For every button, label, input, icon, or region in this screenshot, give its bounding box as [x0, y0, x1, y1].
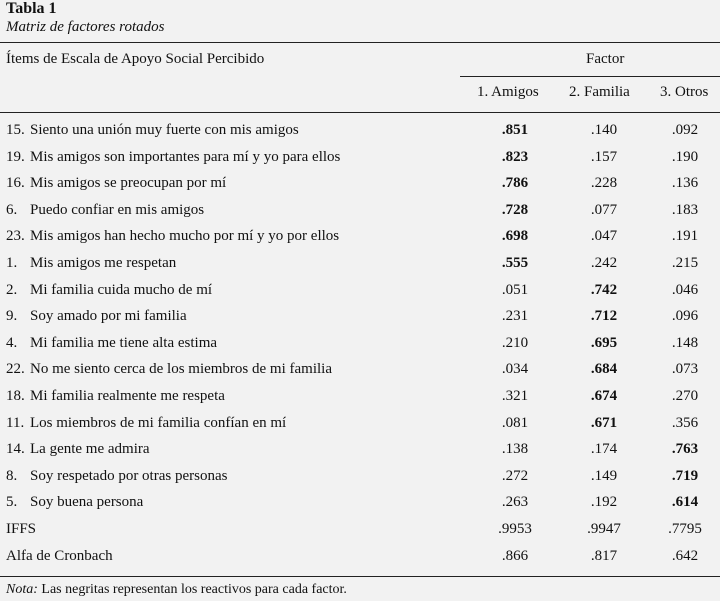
factor-loading-3: .190 — [671, 148, 699, 165]
factor-loading-1: .698 — [501, 228, 529, 245]
item-number: 6. — [6, 201, 18, 218]
factor-loading-3: .270 — [671, 388, 699, 404]
item-number: 22. — [6, 361, 25, 378]
summary-row — [0, 544, 720, 570]
item-text: Mis amigos han hecho mucho por mí y yo por ellos — [30, 228, 340, 245]
factor-loading-2: .671 — [590, 414, 618, 431]
factor-loading-3: .183 — [671, 201, 699, 218]
factor-loading-2: .149 — [590, 467, 618, 484]
summary-value-3: .7795 — [668, 521, 702, 537]
item-text: Mi familia cuida mucho de mí — [30, 281, 213, 298]
item-text: Mis amigos me respetan — [30, 255, 177, 271]
item-number: 5. — [6, 494, 18, 511]
factor-rule — [460, 76, 720, 77]
table-row — [0, 278, 720, 304]
item-text: Siento una unión muy fuerte con mis amigos — [30, 122, 299, 138]
header-factor-label: Factor — [586, 51, 625, 67]
item-number: 18. — [6, 388, 25, 404]
note-label: Nota: — [6, 582, 38, 597]
item-text: Los miembros de mi familia confían en mí — [30, 414, 287, 431]
factor-loading-3: .092 — [671, 122, 699, 138]
factor-loading-1: .231 — [501, 308, 529, 325]
item-text: Soy amado por mi familia — [30, 308, 187, 325]
factor-loading-2: .140 — [590, 122, 618, 138]
item-text: Soy respetado por otras personas — [30, 467, 228, 484]
factor-loading-1: .823 — [501, 148, 529, 165]
factor-loading-2: .192 — [590, 494, 618, 511]
note-text: Las negritas representan los reactivos para cada factor. — [37, 582, 347, 597]
table-row — [0, 464, 720, 490]
factor-loading-1: .263 — [501, 494, 529, 511]
factor-loading-1: .081 — [501, 414, 529, 431]
table-row — [0, 437, 720, 463]
table-row — [0, 224, 720, 250]
summary-value-1: .9953 — [498, 521, 532, 537]
item-number: 23. — [6, 228, 25, 245]
factor-loading-3: .073 — [671, 361, 699, 378]
factor-loading-2: .047 — [590, 228, 618, 245]
item-number: 15. — [6, 122, 25, 138]
factor-loading-3: .719 — [671, 467, 699, 484]
item-number: 8. — [6, 467, 18, 484]
item-text: No me siento cerca de los miembros de mi familia — [30, 361, 332, 378]
table-row — [0, 118, 720, 144]
table-row — [0, 198, 720, 224]
item-text: Mis amigos se preocupan por mí — [30, 175, 227, 192]
item-number: 4. — [6, 334, 18, 351]
top-rule — [0, 42, 720, 43]
factor-loading-3: .356 — [671, 414, 699, 431]
item-number: 14. — [6, 441, 25, 458]
column-header-3: 3. Otros — [660, 84, 709, 100]
factor-loading-2: .695 — [590, 334, 618, 351]
table-row — [0, 171, 720, 197]
factor-loading-3: .136 — [671, 175, 699, 192]
table-row — [0, 384, 720, 410]
factor-loading-2: .742 — [590, 281, 618, 298]
item-text: Mis amigos son importantes para mí y yo para ellos — [30, 148, 341, 165]
factor-loading-1: .851 — [501, 122, 529, 138]
factor-loading-1: .321 — [501, 388, 529, 404]
item-number: 9. — [6, 308, 18, 325]
factor-loading-2: .077 — [590, 201, 618, 218]
item-number: 16. — [6, 175, 25, 192]
factor-loading-3: .215 — [671, 255, 699, 271]
factor-loading-1: .051 — [501, 281, 529, 298]
summary-value-1: .866 — [501, 547, 529, 564]
table-row — [0, 357, 720, 383]
factor-loading-3: .191 — [671, 228, 699, 245]
factor-loading-2: .712 — [590, 308, 618, 325]
factor-loading-1: .728 — [501, 201, 529, 218]
table-row — [0, 490, 720, 516]
factor-loading-1: .034 — [501, 361, 529, 378]
bottom-rule — [0, 576, 720, 577]
summary-value-2: .817 — [590, 547, 618, 564]
summary-value-3: .642 — [671, 547, 699, 564]
item-number: 19. — [6, 148, 25, 165]
item-text: La gente me admira — [30, 441, 150, 458]
factor-loading-2: .157 — [590, 148, 618, 165]
factor-loading-2: .242 — [590, 255, 618, 271]
factor-loading-1: .138 — [501, 441, 529, 458]
column-header-2: 2. Familia — [569, 84, 630, 100]
item-number: 2. — [6, 281, 18, 298]
factor-loading-3: .046 — [671, 281, 699, 298]
item-text: Mi familia me tiene alta estima — [30, 334, 218, 351]
table-subtitle: Matriz de factores rotados — [6, 19, 165, 35]
item-number: 1. — [6, 255, 18, 271]
item-text: Mi familia realmente me respeta — [30, 388, 225, 404]
table-row — [0, 304, 720, 330]
summary-row — [0, 517, 720, 543]
item-number: 11. — [6, 414, 25, 431]
factor-loading-2: .228 — [590, 175, 618, 192]
factor-loading-2: .684 — [590, 361, 618, 378]
factor-loading-1: .555 — [501, 255, 529, 271]
factor-loading-3: .148 — [671, 334, 699, 351]
table-title: Tabla 1 — [6, 0, 57, 17]
factor-loading-1: .272 — [501, 467, 529, 484]
factor-loading-1: .786 — [501, 175, 529, 192]
summary-value-2: .9947 — [587, 521, 621, 537]
factor-loading-3: .096 — [671, 308, 699, 325]
item-text: Soy buena persona — [30, 494, 144, 511]
factor-loading-1: .210 — [501, 334, 529, 351]
summary-label: Alfa de Cronbach — [6, 547, 113, 564]
header-rule — [0, 112, 720, 113]
header-items-label: Ítems de Escala de Apoyo Social Percibido — [6, 51, 265, 67]
item-text: Puedo confiar en mis amigos — [30, 201, 205, 218]
factor-loading-2: .674 — [590, 388, 618, 404]
table-row — [0, 145, 720, 171]
column-header-1: 1. Amigos — [477, 84, 539, 100]
table-row — [0, 251, 720, 277]
table-row — [0, 411, 720, 437]
table-note — [6, 582, 347, 598]
table-row — [0, 331, 720, 357]
factor-loading-3: .763 — [671, 441, 699, 458]
summary-label: IFFS — [6, 521, 37, 537]
factor-loading-3: .614 — [671, 494, 699, 511]
factor-loading-2: .174 — [590, 441, 618, 458]
